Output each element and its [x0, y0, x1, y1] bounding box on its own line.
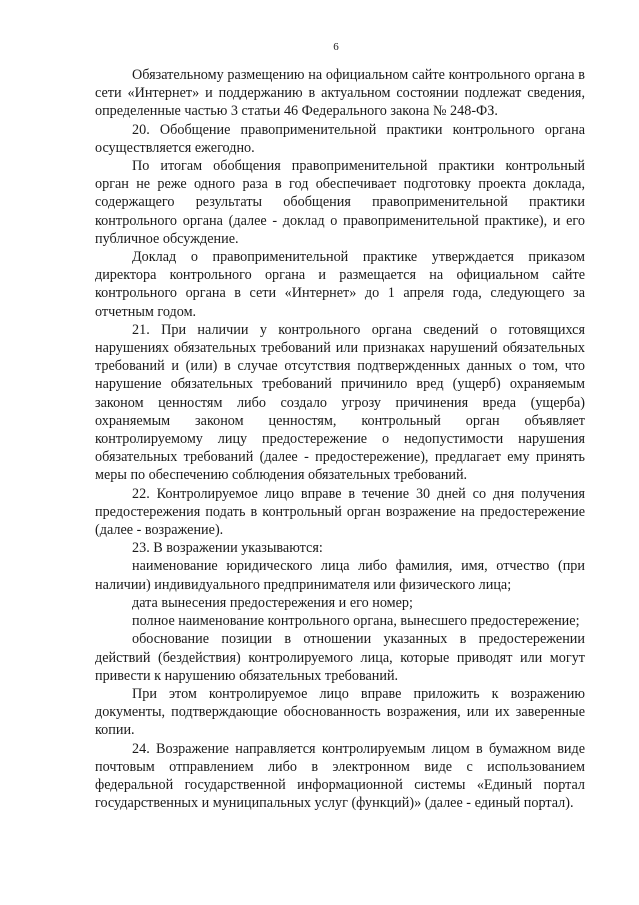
list-item-position-justification: обоснование позиции в отношении указанных в предостережении действий (бездействия) контролируемого лица, которые приводят или могут привести к нарушению обязательных требований. — [95, 631, 585, 684]
paragraph-report-approval: Доклад о правоприменительной практике утверждается приказом директора контрольного органа и размещается на официальном сайте контрольного органа в сети «Интернет» до 1 апреля года, следующего за отчетным годом. — [95, 249, 585, 320]
paragraph-supporting-documents: При этом контролируемое лицо вправе приложить к возражению документы, подтверждающие обоснованность возражения, или их заверенные копии. — [95, 685, 585, 739]
paragraph-publication-requirements: Обязательному размещению на официальном сайте контрольного органа в сети «Интернет» и поддержанию в актуальном состоянии подлежат сведения, определенные частью 3 статьи 46 Федерального закона № 248-ФЗ. — [95, 67, 585, 120]
list-item-warning-date: дата вынесения предостережения и его номер; — [132, 594, 413, 611]
document-body — [95, 66, 585, 812]
paragraph-report-preparation: По итогам обобщения правоприменительной практики контрольный орган не реже одного раза в год обеспечивает подготовку проекта доклада, содержащего результаты обобщения правоприменительной практики контрольного органа (далее - доклад о правоприменительной практике), и его публичное обсуждение. — [95, 158, 585, 247]
paragraph-20-generalization: 20. Обобщение правоприменительной практики контрольного органа осуществляется ежегодно. — [95, 121, 585, 156]
paragraph-22-objection-right: 22. Контролируемое лицо вправе в течение 30 дней со дня получения предостережения подать в контрольный орган возражение на предостережение (далее - возражение). — [95, 485, 585, 539]
paragraph-24-objection-submission: 24. Возражение направляется контролируемым лицом в бумажном виде почтовым отправлением либо в электронном виде с использованием федеральной государственной информационной системы «Единый портал государственных и муниципальных услуг (функций)» (далее - единый портал). — [95, 740, 585, 812]
paragraph-21-warning: 21. При наличии у контрольного органа сведений о готовящихся нарушениях обязательных требований или признаках нарушений обязательных требований и (или) в случае отсутствия подтвержденных данных о том, что нарушение обязательных требований причинило вред (ущерб) охраняемым законом ценностям либо создало угрозу причинения вреда (ущерба) охраняемым законом ценностям, контрольный орган объявляет контролируемому лицу предостережение о недопустимости нарушения обязательных требований (далее - предостережение), предлагает ему принять меры по обеспечению соблюдения обязательных требований. — [95, 321, 585, 484]
paragraph-23-objection-contents: 23. В возражении указываются: — [132, 540, 323, 557]
list-item-authority-name: полное наименование контрольного органа, вынесшего предостережение; — [132, 613, 580, 630]
page-number: 6 — [333, 41, 339, 53]
list-item-entity-name: наименование юридического лица либо фамилия, имя, отчество (при наличии) индивидуального предпринимателя или физического лица; — [95, 558, 585, 593]
